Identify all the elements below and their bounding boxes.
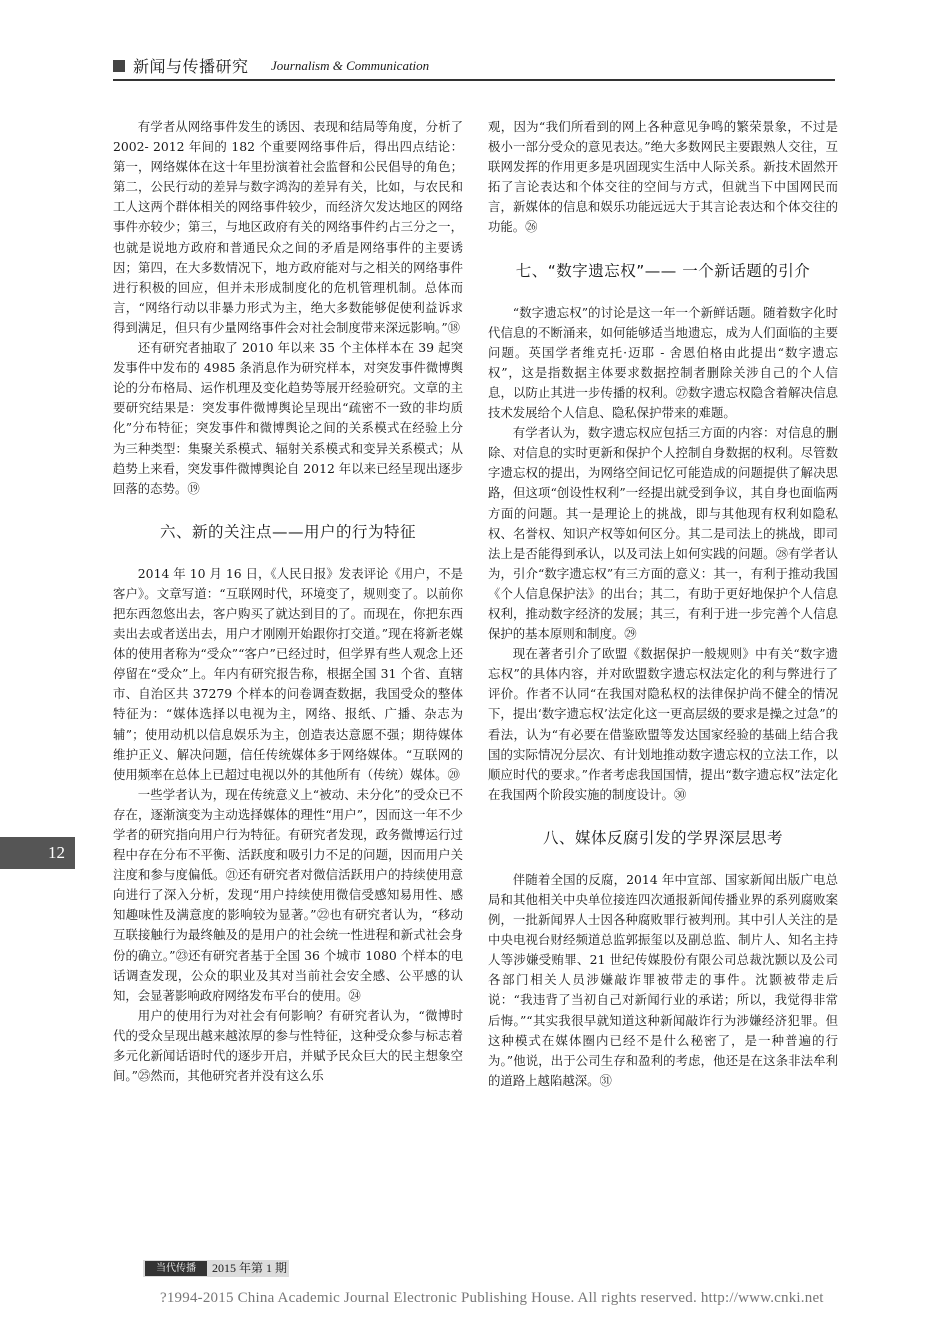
left-column <box>113 117 463 1086</box>
issue-label: 2015 年第 1 期 <box>212 1261 288 1275</box>
section-title-8: 八、媒体反腐引发的学界深层思考 <box>542 828 783 847</box>
paragraph: 伴随着全国的反腐，2014 年中宣部、国家新闻出版广电总局和其他相关中央单位接连四次通报新闻传播业界的系列腐败案例，一批新闻界人士因各种腐败罪行被判刑。其中引人关注的是中央电视台财经频道总监郭振玺以及副总监、制片人、知名主持人等涉嫌受贿罪、21 世纪传媒股份有限公司总裁沈颢以及公司各部门相关人员涉嫌敲诈罪被带走的事件。沈颢被带走后说：“我违背了当初自己对新闻行业的承诺；所以，我觉得非常后悔。”“其实我很早就知道这种新闻敲诈行为涉嫌经济犯罪。但这种模式在媒体圈内已经不是什么秘密了，是一种普遍的行为。”他说，出于公司生存和盈利的考虑，他还是在这条非法牟利的道路上越陷越深。㉛ <box>488 871 838 1088</box>
header-square-icon <box>113 60 125 72</box>
paragraph: 2014 年 10 月 16 日，《人民日报》发表评论《用户，不是客户》。文章写道：“互联网时代，环境变了，规则变了。以前你把东西忽悠出去，客户购买了就达到目的了。而现在，你把东西卖出去或者送出去，用户才刚刚开始跟你打交道。”现在将新老媒体的使用者称为“受众”“客户”已经过时，但学界有些人观念上还停留在“受众”上。年内有研究报告称，根据全国 31 个省、直辖市、自治区共 37279 个样本的问卷调查数据，我国受众的整体特征为：“媒体选择以电视为主，网络、报纸、广播、杂志为辅”；使用动机以信息娱乐为主，创造表达意愿不强；期待媒体维护正义、解决问题，信任传统媒体多于网络媒体。“互联网的使用频率在总体上已超过电视以外的其他所有（传统）媒体。⑳ <box>113 565 463 782</box>
journal-title-cn: 新闻与传播研究 <box>133 57 249 76</box>
paragraph: 有学者从网络事件发生的诱因、表现和结局等角度，分析了 2002- 2012 年间的 182 个重要网络事件后，得出四点结论：第一，网络媒体在这十年里扮演着社会监督和公民倡导的角色；第二，公民行动的差异与数字鸿沟的差异有关，比如，与农民和工人这两个群体相关的网络事件较少，而经济欠发达地区的网络事件亦较少；第三，与地区政府有关的网络事件约占三分之一，也就是说地方政府和普通民众之间的矛盾是网络事件的主要诱因；第四，在大多数情况下，地方政府能对与之相关的网络事件进行积极的回应，但并未形成制度化的危机管理机制。总体而言，“网络行动以非暴力形式为主，绝大多数能够促使利益诉求得到满足，但只有少量网络事件会对社会制度带来深远影响。”⑱ <box>113 119 463 335</box>
journal-logo: 当代传播 <box>145 1261 207 1276</box>
copyright-line: ?1994-2015 China Academic Journal Electronic Publishing House. All rights reserved. http://www.cnki.net <box>160 1290 824 1306</box>
journal-title-en: Journalism & Communication <box>271 58 430 73</box>
running-header <box>113 52 835 82</box>
paragraph: 观，因为“我们所看到的网上各种意见争鸣的繁荣景象，不过是极小一部分受众的意见表达。”绝大多数网民主要跟熟人交往，互联网发挥的作用更多是巩固现实生活中人际关系。新技术固然开拓了言论表达和个体交往的空间与方式，但就当下中国网民而言，新媒体的信息和娱乐功能远远大于其言论表达和个体交往的功能。㉖ <box>488 119 838 235</box>
page-number-tab: 12 <box>0 837 75 869</box>
section-title-7: 七、“数字遗忘权”—— 一个新话题的引介 <box>515 261 811 280</box>
paragraph: 还有研究者抽取了 2010 年以来 35 个主体样本在 39 起突发事件中发布的 4985 条消息作为研究样本，对突发事件微博舆论的分布格局、运作机理及变化趋势等展开经验研究。文章的主要研究结果是：突发事件微博舆论呈现出“疏密不一致的非均质化”分布特征；突发事件和微博舆论之间的关系模式在经验上分为三种类型：集聚关系模式、辐射关系模式和变异关系模式；从趋势上来看，突发事件微博舆论自 2012 年以来已经呈现出逐步回落的态势。⑲ <box>113 340 463 496</box>
section-title-6: 六、新的关注点——用户的行为特征 <box>159 522 416 541</box>
header-rule <box>113 79 835 81</box>
paragraph: 一些学者认为，现在传统意义上“被动、未分化”的受众已不存在，逐渐演变为主动选择媒体的理性“用户”，因而这一年不少学者的研究指向用户行为特征。有研究者发现，政务微博运行过程中存在分布不平衡、活跃度和吸引力不足的问题，因而用户关注度和参与度偏低。㉑还有研究者对微信活跃用户的持续使用意向进行了深入分析，发现“用户持续使用微信受感知易用性、感知趣味性及满意度的影响较为显著。”㉒也有研究者认为，“移动互联接触行为最终触及的是用户的社会统一性进程和新式社会身份的确立。”㉓还有研究者基于全国 36 个城市 1080 个样本的电话调查发现，公众的职业及其对当前社会安全感、公平感的认知，会显著影响政府网络发布平台的使用。㉔ <box>113 786 463 1003</box>
paragraph: “数字遗忘权”的讨论是这一年一个新鲜话题。随着数字化时代信息的不断涌来，如何能够适当地遗忘，成为人们面临的主要问题。英国学者维克托·迈耶 - 舍恩伯格由此提出“数字遗忘权”，这是指数据主体要求数据控制者删除关涉自己的个人信息，以防止其进一步传播的权利。㉗数字遗忘权隐含着解决信息技术发展给个人信息、隐私保护带来的难题。 <box>488 304 838 421</box>
paragraph: 用户的使用行为对社会有何影响？有研究者认为，“微博时代的受众呈现出越来越浓厚的参与性特征，这种受众参与标志着多元化新闻话语时代的逐步开启，并赋予民众巨大的民主想象空间。”㉕然而，其他研究者并没有这么乐 <box>113 1007 463 1084</box>
right-column <box>488 117 838 1091</box>
paragraph: 有学者认为，数字遗忘权应包括三方面的内容：对信息的删除、对信息的实时更新和保护个人控制自身数据的权利。尽管数字遗忘权的提出，为网络空间记忆可能造成的问题提供了解决思路，但这项“创设性权利”一经提出就受到争议，其自身也面临两方面的问题。其一是理论上的挑战，即与其他现有权利如隐私权、名誉权、知识产权等如何区分。其二是司法上的挑战，即司法上是否能得到承认，以及司法上如何实践的问题。㉘有学者认为，引介“数字遗忘权”有三方面的意义：其一，有利于推动我国《个人信息保护法》的出台；其二，有助于更好地保护个人信息权利，推动数字经济的发展；其三，有利于进一步完善个人信息保护的基本原则和制度。㉙ <box>488 425 838 642</box>
paragraph: 现在著者引介了欧盟《数据保护一般规则》中有关“数字遗忘权”的具体内容，并对欧盟数字遗忘权法定化的利与弊进行了评价。作者不认同“在我国对隐私权的法律保护尚不健全的情况下，提出‘数字遗忘权’法定化这一更高层级的要求是操之过急”的看法，认为“有必要在借鉴欧盟等发达国家经验的基础上结合我国的实际情况分层次、有计划地推动数字遗忘权的立法工作，以顺应时代的要求。”作者考虑我国国情，提出“数字遗忘权”法定化在我国两个阶段实施的制度设计。㉚ <box>488 646 838 802</box>
